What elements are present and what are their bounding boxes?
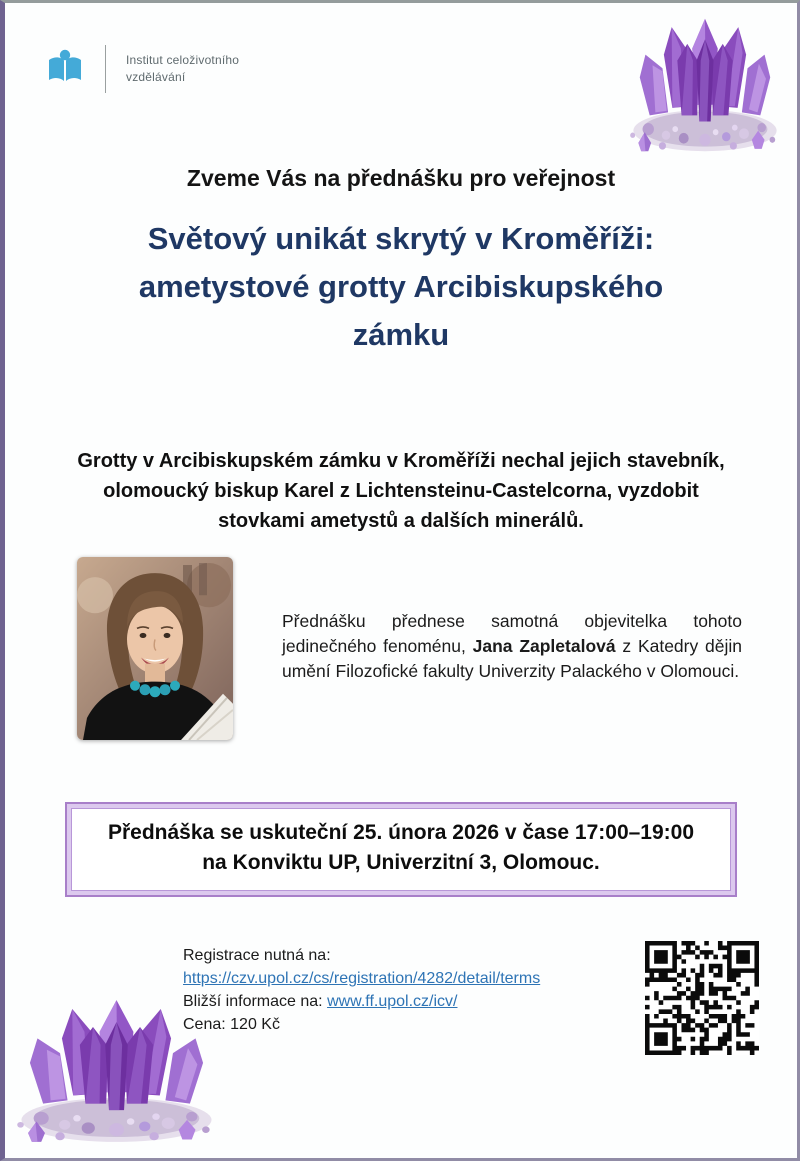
page-title <box>60 215 742 359</box>
description-line1: Grotty v Arcibiskupském zámku v Kroměříži nechal jejich stavebník, <box>77 450 725 472</box>
logo-text <box>126 52 239 86</box>
info-row <box>183 990 540 1013</box>
institute-logo <box>45 45 239 93</box>
speaker-text-before: Přednášku přednese samotná objevitelka tohoto jedinečného fenoménu, <box>282 610 742 656</box>
page-title-line3: zámku <box>352 317 450 352</box>
description-line3: stovkami ametystů a dalších minerálů. <box>218 510 584 532</box>
logo-text-line2: vzdělávání <box>126 70 186 84</box>
info-link[interactable]: www.ff.upol.cz/icv/ <box>327 993 458 1010</box>
amethyst-cluster-image-top <box>627 15 783 155</box>
speaker-name: Jana Zapletalová <box>472 635 616 656</box>
registration-link[interactable]: https://czv.upol.cz/cs/registration/4282/detail/terms <box>183 970 541 987</box>
speaker-paragraph <box>282 609 742 684</box>
logo-divider <box>105 45 106 93</box>
amethyst-cluster-image-bottom <box>13 996 220 1146</box>
event-info-box <box>65 802 737 897</box>
speaker-text-after: z Katedry dějin umění Filozofické fakulty Univerzity Palackého v Olomouci. <box>282 635 743 681</box>
registration-link-row <box>183 967 540 990</box>
lecture-description <box>35 446 767 536</box>
event-datetime: Přednáška se uskuteční 25. února 2026 v čase 17:00–19:00 <box>107 821 695 844</box>
registration-block <box>183 944 540 1036</box>
info-label: Bližší informace na: <box>183 993 328 1010</box>
price-label: Cena: 120 Kč <box>183 1016 280 1033</box>
speaker-photo <box>77 557 233 740</box>
qr-code <box>645 941 759 1055</box>
description-line2: olomoucký biskup Karel z Lichtensteinu-Castelcorna, vyzdobit <box>103 480 699 502</box>
event-info-box-inner <box>71 808 731 891</box>
page-title-line2: ametystové grotty Arcibiskupského <box>138 269 664 304</box>
open-book-reader-icon <box>45 48 85 90</box>
registration-label: Registrace nutná na: <box>183 947 331 964</box>
page-title-line1: Světový unikát skrytý v Kroměříži: <box>147 221 655 256</box>
logo-text-line1: Institut celoživotního <box>126 53 240 68</box>
intro-heading: Zveme Vás na přednášku pro veřejnost <box>186 165 616 191</box>
event-location: na Konviktu UP, Univerzitní 3, Olomouc. <box>202 851 600 874</box>
